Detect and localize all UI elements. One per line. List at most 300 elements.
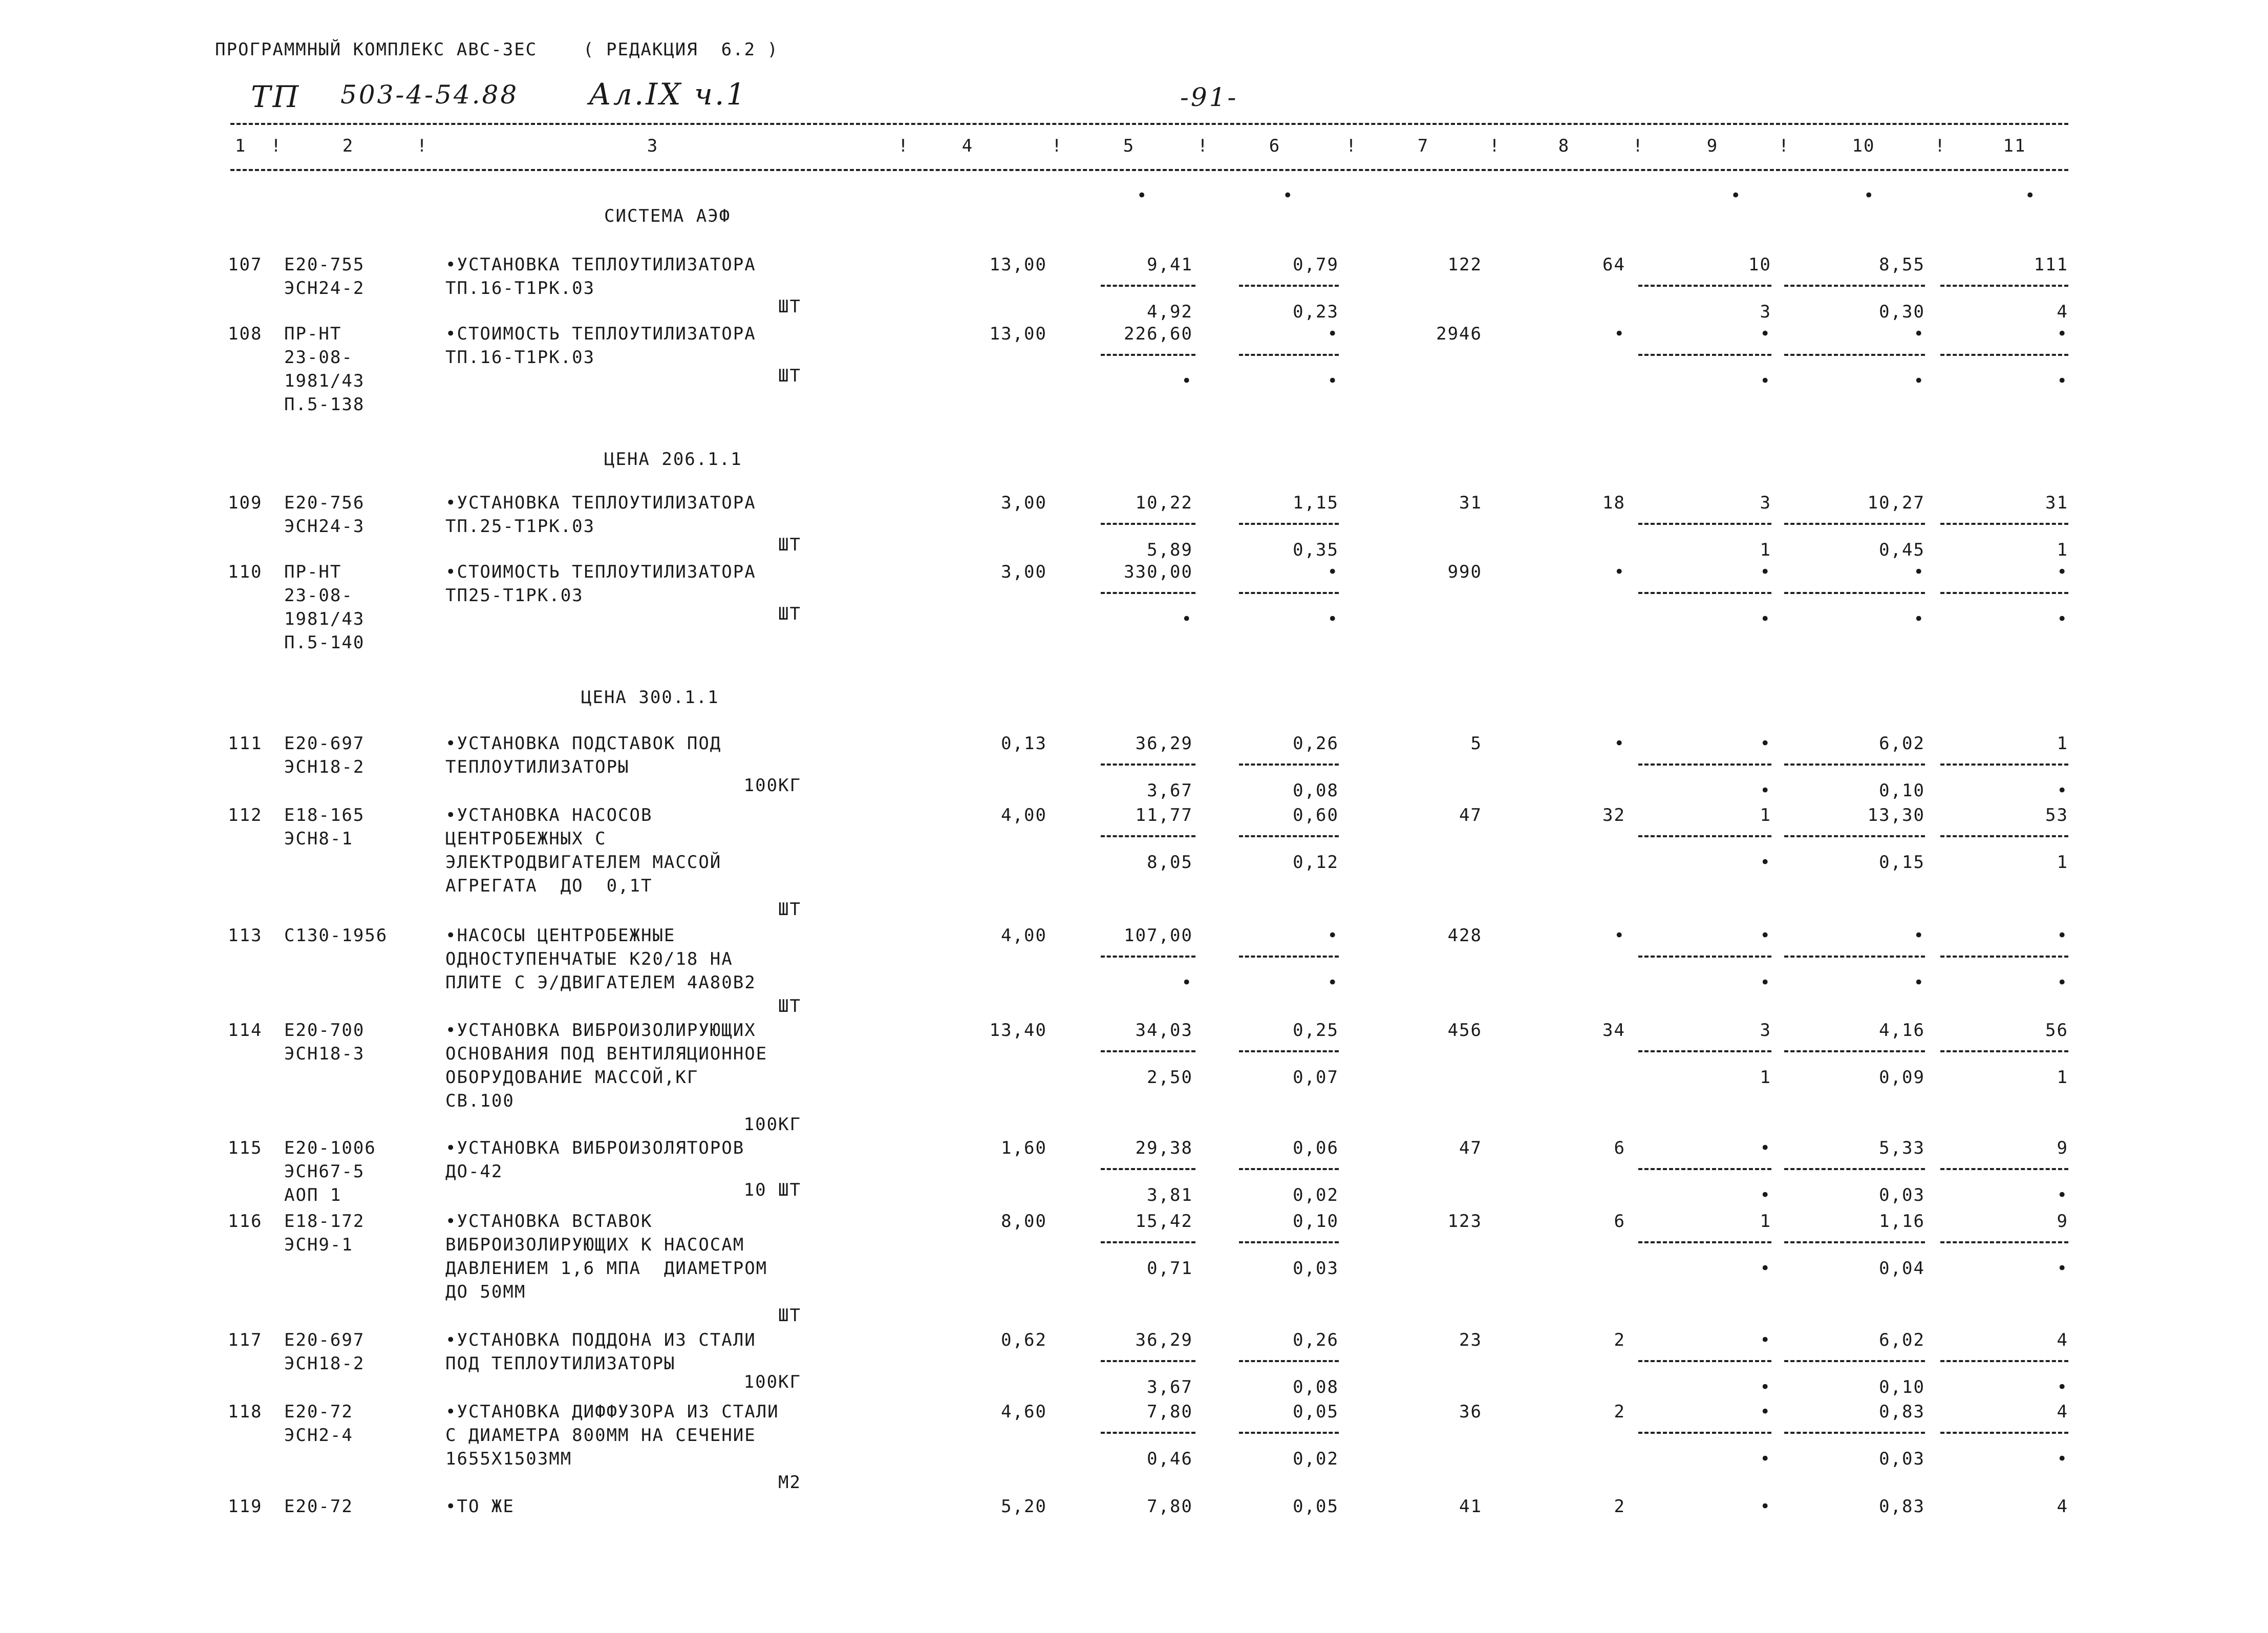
row-number: 111 xyxy=(228,733,263,754)
column-separator: ! xyxy=(1934,136,1946,156)
column-separator: ! xyxy=(1197,136,1209,156)
row-c9-sub: • xyxy=(1760,1258,1771,1279)
row-number: 108 xyxy=(228,324,263,344)
row-col7: 122 xyxy=(1447,255,1482,275)
row-col8: 32 xyxy=(1602,805,1625,825)
fraction-line xyxy=(1101,354,1195,356)
row-col7: 23 xyxy=(1459,1330,1482,1350)
row-quantity: 1,60 xyxy=(1001,1138,1047,1158)
row-c10-sub: • xyxy=(1913,609,1925,629)
header-rule xyxy=(230,169,2068,171)
row-col7: 36 xyxy=(1459,1402,1482,1422)
row-c9-main: • xyxy=(1760,733,1771,754)
row-description: •УСТАНОВКА ВИБРОИЗОЛИРУЮЩИХ xyxy=(445,1020,756,1041)
row-c11-main: 9 xyxy=(2057,1138,2068,1158)
row-c5-sub: 8,05 xyxy=(1147,852,1193,873)
row-c9-main: 1 xyxy=(1760,805,1771,825)
row-c10-sub: 0,10 xyxy=(1879,780,1925,801)
row-quantity: 0,62 xyxy=(1001,1330,1047,1350)
row-code: ЭСН67-5 xyxy=(284,1161,365,1182)
row-unit: 100КГ xyxy=(743,775,801,796)
row-c9-sub: 3 xyxy=(1760,302,1771,322)
tp-label: ТП xyxy=(251,79,301,114)
fraction-line xyxy=(1940,764,2068,766)
row-description: ДАВЛЕНИЕМ 1,6 МПА ДИАМЕТРОМ xyxy=(445,1258,768,1279)
row-c9-main: • xyxy=(1760,562,1771,582)
fraction-line xyxy=(1784,1241,1925,1243)
top-rule xyxy=(230,123,2068,125)
row-c6-main: 0,60 xyxy=(1293,805,1339,825)
row-unit: ШТ xyxy=(778,1305,801,1326)
row-c5-main: 7,80 xyxy=(1147,1402,1193,1422)
row-c11-sub: 1 xyxy=(2057,852,2068,873)
row-c5-sub: 5,89 xyxy=(1147,540,1193,560)
fraction-line xyxy=(1940,1050,2068,1052)
row-c5-sub: • xyxy=(1181,371,1193,391)
row-c10-main: 6,02 xyxy=(1879,733,1925,754)
row-description: •СТОИМОСТЬ ТЕПЛОУТИЛИЗАТОРА xyxy=(445,562,756,582)
row-c9-sub: 1 xyxy=(1760,540,1771,560)
row-c11-main: 1 xyxy=(2057,733,2068,754)
row-c6-main: 0,26 xyxy=(1293,733,1339,754)
row-c6-main: 0,05 xyxy=(1293,1496,1339,1517)
row-description: СВ.100 xyxy=(445,1091,515,1111)
row-c5-main: 36,29 xyxy=(1135,733,1193,754)
row-col8: • xyxy=(1614,562,1625,582)
fraction-line xyxy=(1101,1360,1195,1362)
row-unit: ШТ xyxy=(778,535,801,555)
fraction-line xyxy=(1940,1168,2068,1170)
row-c10-main: • xyxy=(1913,562,1925,582)
fraction-line xyxy=(1239,523,1339,525)
row-col8: • xyxy=(1614,925,1625,946)
fraction-line xyxy=(1784,764,1925,766)
row-c6-sub: 0,12 xyxy=(1293,852,1339,873)
row-unit: 10 ШТ xyxy=(743,1180,801,1200)
section-title-price-1: ЦЕНА 206.1.1 xyxy=(604,449,742,470)
row-c11-sub: • xyxy=(2057,1185,2068,1205)
row-code: ПР-НТ xyxy=(284,324,342,344)
row-description: •УСТАНОВКА ПОДСТАВОК ПОД xyxy=(445,733,722,754)
row-c9-main: • xyxy=(1760,1402,1771,1422)
row-c9-sub: • xyxy=(1760,852,1771,873)
row-c9-main: 3 xyxy=(1760,1020,1771,1041)
row-description: ЭЛЕКТРОДВИГАТЕЛЕМ МАССОЙ xyxy=(445,852,722,873)
row-unit: ШТ xyxy=(778,604,801,624)
row-code: Е18-172 xyxy=(284,1211,365,1232)
fraction-line xyxy=(1784,1432,1925,1434)
fraction-line xyxy=(1239,354,1339,356)
row-code: ЭСН2-4 xyxy=(284,1425,353,1446)
fraction-line xyxy=(1239,1360,1339,1362)
row-c6-sub: 0,02 xyxy=(1293,1449,1339,1469)
row-description: •УСТАНОВКА ПОДДОНА ИЗ СТАЛИ xyxy=(445,1330,756,1350)
row-description: •УСТАНОВКА ВИБРОИЗОЛЯТОРОВ xyxy=(445,1138,745,1158)
row-c5-sub: 0,71 xyxy=(1147,1258,1193,1279)
fraction-line xyxy=(1239,835,1339,837)
row-c5-main: 330,00 xyxy=(1124,562,1193,582)
row-quantity: 13,40 xyxy=(989,1020,1047,1041)
row-number: 109 xyxy=(228,493,263,513)
fraction-line xyxy=(1940,835,2068,837)
row-description: ТП.16-Т1РК.03 xyxy=(445,278,595,299)
row-code: Е20-697 xyxy=(284,1330,365,1350)
row-number: 112 xyxy=(228,805,263,825)
row-c6-main: 0,05 xyxy=(1293,1402,1339,1422)
column-number: 2 xyxy=(342,136,354,156)
row-number: 116 xyxy=(228,1211,263,1232)
row-c5-main: 11,77 xyxy=(1135,805,1193,825)
bullet-c10: • xyxy=(1864,185,1875,206)
row-c10-sub: 0,03 xyxy=(1879,1185,1925,1205)
row-c5-sub: 0,46 xyxy=(1147,1449,1193,1469)
row-c10-main: 0,83 xyxy=(1879,1402,1925,1422)
row-col8: 34 xyxy=(1602,1020,1625,1041)
row-description: ПОД ТЕПЛОУТИЛИЗАТОРЫ xyxy=(445,1353,676,1374)
row-description: ОДНОСТУПЕНЧАТЫЕ К20/18 НА xyxy=(445,949,733,969)
row-description: •СТОИМОСТЬ ТЕПЛОУТИЛИЗАТОРА xyxy=(445,324,756,344)
row-c11-main: 111 xyxy=(2034,255,2068,275)
row-c11-main: 4 xyxy=(2057,1402,2068,1422)
row-c11-sub: • xyxy=(2057,1449,2068,1469)
row-code: Е20-72 xyxy=(284,1402,353,1422)
bullet-c9: • xyxy=(1730,185,1742,206)
fraction-line xyxy=(1101,835,1195,837)
column-number: 4 xyxy=(961,136,974,156)
row-c6-main: 0,26 xyxy=(1293,1330,1339,1350)
row-code: Е20-700 xyxy=(284,1020,365,1041)
row-description: ВИБРОИЗОЛИРУЮЩИХ К НАСОСАМ xyxy=(445,1235,745,1255)
row-description: ОСНОВАНИЯ ПОД ВЕНТИЛЯЦИОННОЕ xyxy=(445,1044,768,1064)
column-number: 8 xyxy=(1558,136,1570,156)
row-c11-main: • xyxy=(2057,324,2068,344)
column-number: 11 xyxy=(2003,136,2026,156)
row-number: 110 xyxy=(228,562,263,582)
row-c5-main: 36,29 xyxy=(1135,1330,1193,1350)
row-c9-sub: • xyxy=(1760,972,1771,993)
fraction-line xyxy=(1784,956,1925,958)
column-number: 6 xyxy=(1269,136,1281,156)
row-c5-main: 29,38 xyxy=(1135,1138,1193,1158)
fraction-line xyxy=(1239,1050,1339,1052)
fraction-line xyxy=(1940,956,2068,958)
row-c5-sub: 3,81 xyxy=(1147,1185,1193,1205)
row-description: •УСТАНОВКА НАСОСОВ xyxy=(445,805,653,825)
row-quantity: 4,00 xyxy=(1001,925,1047,946)
row-c11-sub: 1 xyxy=(2057,1067,2068,1088)
row-c6-sub: • xyxy=(1327,609,1339,629)
row-c6-sub: 0,08 xyxy=(1293,1377,1339,1397)
fraction-line xyxy=(1784,1050,1925,1052)
row-c9-sub: • xyxy=(1760,1449,1771,1469)
row-c10-sub: • xyxy=(1913,371,1925,391)
row-c6-main: 0,10 xyxy=(1293,1211,1339,1232)
row-description: ДО-42 xyxy=(445,1161,503,1182)
row-c11-sub: • xyxy=(2057,609,2068,629)
row-c10-main: 5,33 xyxy=(1879,1138,1925,1158)
row-code: 23-08- xyxy=(284,585,353,606)
document-code: 503-4-54.88 xyxy=(340,80,519,110)
row-col8: 64 xyxy=(1602,255,1625,275)
row-c11-sub: • xyxy=(2057,1377,2068,1397)
fraction-line xyxy=(1638,523,1771,525)
row-code: Е18-165 xyxy=(284,805,365,825)
column-separator: ! xyxy=(1051,136,1063,156)
row-unit: 100КГ xyxy=(743,1114,801,1135)
row-c5-main: 34,03 xyxy=(1135,1020,1193,1041)
page-number: -91- xyxy=(1180,82,1238,112)
fraction-line xyxy=(1638,354,1771,356)
row-c9-sub: • xyxy=(1760,780,1771,801)
row-c11-main: 53 xyxy=(2045,805,2068,825)
fraction-line xyxy=(1101,285,1195,287)
column-separator: ! xyxy=(897,136,910,156)
row-unit: ШТ xyxy=(778,996,801,1016)
fraction-line xyxy=(1940,1241,2068,1243)
column-separator: ! xyxy=(1489,136,1501,156)
row-c10-sub: 0,30 xyxy=(1879,302,1925,322)
row-code: П.5-138 xyxy=(284,394,365,415)
row-description: ТЕПЛОУТИЛИЗАТОРЫ xyxy=(445,757,630,777)
row-c10-sub: • xyxy=(1913,972,1925,993)
row-c10-main: • xyxy=(1913,925,1925,946)
row-code: ПР-НТ xyxy=(284,562,342,582)
row-c10-main: 0,83 xyxy=(1879,1496,1925,1517)
row-quantity: 5,20 xyxy=(1001,1496,1047,1517)
fraction-line xyxy=(1784,523,1925,525)
row-c6-main: 1,15 xyxy=(1293,493,1339,513)
row-c10-sub: 0,04 xyxy=(1879,1258,1925,1279)
fraction-line xyxy=(1101,1432,1195,1434)
fraction-line xyxy=(1940,285,2068,287)
row-unit: ШТ xyxy=(778,899,801,920)
row-code: П.5-140 xyxy=(284,632,365,653)
row-code: Е20-1006 xyxy=(284,1138,376,1158)
row-c9-main: 10 xyxy=(1748,255,1771,275)
row-c5-main: 9,41 xyxy=(1147,255,1193,275)
row-number: 117 xyxy=(228,1330,263,1350)
fraction-line xyxy=(1638,764,1771,766)
row-c9-main: • xyxy=(1760,1496,1771,1517)
row-c9-sub: • xyxy=(1760,1185,1771,1205)
row-description: •ТО ЖЕ xyxy=(445,1496,515,1517)
row-col7: 990 xyxy=(1447,562,1482,582)
fraction-line xyxy=(1239,1241,1339,1243)
row-c5-sub: • xyxy=(1181,609,1193,629)
row-description: •УСТАНОВКА ТЕПЛОУТИЛИЗАТОРА xyxy=(445,255,756,275)
fraction-line xyxy=(1101,523,1195,525)
column-number: 1 xyxy=(234,136,247,156)
fraction-line xyxy=(1239,592,1339,594)
row-c6-sub: 0,02 xyxy=(1293,1185,1339,1205)
fraction-line xyxy=(1101,956,1195,958)
row-c11-sub: • xyxy=(2057,780,2068,801)
row-c10-main: 6,02 xyxy=(1879,1330,1925,1350)
row-col7: 456 xyxy=(1447,1020,1482,1041)
row-c10-main: 8,55 xyxy=(1879,255,1925,275)
row-c10-sub: 0,03 xyxy=(1879,1449,1925,1469)
row-description: ЦЕНТРОБЕЖНЫХ С xyxy=(445,829,607,849)
row-col7: 2946 xyxy=(1436,324,1482,344)
row-c6-sub: • xyxy=(1327,972,1339,993)
row-c5-main: 15,42 xyxy=(1135,1211,1193,1232)
row-c10-main: 1,16 xyxy=(1879,1211,1925,1232)
row-code: Е20-697 xyxy=(284,733,365,754)
row-c9-main: • xyxy=(1760,324,1771,344)
fraction-line xyxy=(1940,1432,2068,1434)
row-code: ЭСН18-2 xyxy=(284,1353,365,1374)
fraction-line xyxy=(1239,764,1339,766)
row-c10-main: • xyxy=(1913,324,1925,344)
column-separator: ! xyxy=(1345,136,1358,156)
row-c11-sub: • xyxy=(2057,972,2068,993)
column-number: 5 xyxy=(1123,136,1135,156)
row-col8: 2 xyxy=(1614,1496,1625,1517)
column-number: 7 xyxy=(1417,136,1429,156)
row-code: ЭСН24-3 xyxy=(284,516,365,537)
row-c5-main: 107,00 xyxy=(1124,925,1193,946)
row-c5-sub: 3,67 xyxy=(1147,1377,1193,1397)
row-c11-main: • xyxy=(2057,925,2068,946)
row-code: ЭСН18-2 xyxy=(284,757,365,777)
row-c11-main: 9 xyxy=(2057,1211,2068,1232)
fraction-line xyxy=(1101,764,1195,766)
row-col8: 6 xyxy=(1614,1138,1625,1158)
column-separator: ! xyxy=(1632,136,1644,156)
column-separator: ! xyxy=(416,136,429,156)
row-code: ЭСН9-1 xyxy=(284,1235,353,1255)
row-number: 115 xyxy=(228,1138,263,1158)
row-description: АГРЕГАТА ДО 0,1Т xyxy=(445,876,653,896)
column-number: 9 xyxy=(1706,136,1719,156)
row-quantity: 13,00 xyxy=(989,324,1047,344)
bullet-c6: • xyxy=(1282,185,1294,206)
fraction-line xyxy=(1638,1432,1771,1434)
row-col7: 47 xyxy=(1459,1138,1482,1158)
row-number: 113 xyxy=(228,925,263,946)
row-col8: 18 xyxy=(1602,493,1625,513)
row-quantity: 8,00 xyxy=(1001,1211,1047,1232)
row-c5-main: 7,80 xyxy=(1147,1496,1193,1517)
row-col7: 123 xyxy=(1447,1211,1482,1232)
row-col7: 31 xyxy=(1459,493,1482,513)
row-c11-main: 31 xyxy=(2045,493,2068,513)
fraction-line xyxy=(1638,1050,1771,1052)
fraction-line xyxy=(1784,354,1925,356)
row-c6-sub: 0,23 xyxy=(1293,302,1339,322)
row-c10-main: 10,27 xyxy=(1867,493,1925,513)
row-c5-sub: • xyxy=(1181,972,1193,993)
bullet-c11: • xyxy=(2025,185,2037,206)
row-c9-main: • xyxy=(1760,1138,1771,1158)
fraction-line xyxy=(1940,1360,2068,1362)
row-c5-main: 226,60 xyxy=(1124,324,1193,344)
fraction-line xyxy=(1638,835,1771,837)
fraction-line xyxy=(1638,1360,1771,1362)
row-c5-sub: 4,92 xyxy=(1147,302,1193,322)
row-col7: 5 xyxy=(1470,733,1482,754)
fraction-line xyxy=(1239,1168,1339,1170)
fraction-line xyxy=(1784,1168,1925,1170)
row-col8: • xyxy=(1614,324,1625,344)
row-c11-sub: • xyxy=(2057,371,2068,391)
row-c6-sub: 0,08 xyxy=(1293,780,1339,801)
row-c11-main: 4 xyxy=(2057,1330,2068,1350)
row-c6-main: 0,79 xyxy=(1293,255,1339,275)
row-code: АОП 1 xyxy=(284,1185,342,1205)
fraction-line xyxy=(1940,354,2068,356)
row-c11-main: • xyxy=(2057,562,2068,582)
row-col7: 41 xyxy=(1459,1496,1482,1517)
row-code: ЭСН8-1 xyxy=(284,829,353,849)
row-c6-sub: 0,03 xyxy=(1293,1258,1339,1279)
row-col8: 2 xyxy=(1614,1330,1625,1350)
row-c9-main: • xyxy=(1760,925,1771,946)
fraction-line xyxy=(1638,956,1771,958)
program-header: ПРОГРАММНЫЙ КОМПЛЕКС АВС-3ЕС ( РЕДАКЦИЯ 6.2 ) xyxy=(215,39,779,60)
row-c10-sub: 0,09 xyxy=(1879,1067,1925,1088)
bullet-c5: • xyxy=(1137,185,1148,206)
row-c6-sub: 0,35 xyxy=(1293,540,1339,560)
row-code: ЭСН18-3 xyxy=(284,1044,365,1064)
fraction-line xyxy=(1101,592,1195,594)
album-label: Ал.IX ч.1 xyxy=(589,77,747,112)
row-description: ОБОРУДОВАНИЕ МАССОЙ,КГ xyxy=(445,1067,699,1088)
row-c11-sub: • xyxy=(2057,1258,2068,1279)
fraction-line xyxy=(1784,285,1925,287)
fraction-line xyxy=(1940,592,2068,594)
row-code: 1981/43 xyxy=(284,371,365,391)
row-col8: 2 xyxy=(1614,1402,1625,1422)
fraction-line xyxy=(1784,592,1925,594)
row-description: С ДИАМЕТРА 800ММ НА СЕЧЕНИЕ xyxy=(445,1425,756,1446)
row-c10-sub: 0,10 xyxy=(1879,1377,1925,1397)
row-unit: ШТ xyxy=(778,296,801,317)
row-quantity: 4,00 xyxy=(1001,805,1047,825)
row-col8: • xyxy=(1614,733,1625,754)
row-c6-main: • xyxy=(1327,925,1339,946)
column-separator: ! xyxy=(1778,136,1790,156)
row-quantity: 3,00 xyxy=(1001,493,1047,513)
row-c5-main: 10,22 xyxy=(1135,493,1193,513)
row-c6-main: 0,06 xyxy=(1293,1138,1339,1158)
fraction-line xyxy=(1638,592,1771,594)
row-c11-main: 4 xyxy=(2057,1496,2068,1517)
row-col7: 428 xyxy=(1447,925,1482,946)
row-col7: 47 xyxy=(1459,805,1482,825)
row-c9-main: 1 xyxy=(1760,1211,1771,1232)
fraction-line xyxy=(1638,285,1771,287)
row-number: 114 xyxy=(228,1020,263,1041)
row-number: 107 xyxy=(228,255,263,275)
row-quantity: 0,13 xyxy=(1001,733,1047,754)
row-c9-sub: • xyxy=(1760,1377,1771,1397)
row-c9-sub: 1 xyxy=(1760,1067,1771,1088)
fraction-line xyxy=(1940,523,2068,525)
fraction-line xyxy=(1101,1241,1195,1243)
section-title-system: СИСТЕМА АЭФ xyxy=(604,206,731,226)
row-c9-sub: • xyxy=(1760,371,1771,391)
row-number: 118 xyxy=(228,1402,263,1422)
row-description: •НАСОСЫ ЦЕНТРОБЕЖНЫЕ xyxy=(445,925,676,946)
row-description: •УСТАНОВКА ВСТАВОК xyxy=(445,1211,653,1232)
fraction-line xyxy=(1101,1168,1195,1170)
row-c10-sub: 0,45 xyxy=(1879,540,1925,560)
row-col8: 6 xyxy=(1614,1211,1625,1232)
row-c6-main: • xyxy=(1327,562,1339,582)
column-number: 10 xyxy=(1852,136,1875,156)
row-description: ТП25-Т1РК.03 xyxy=(445,585,584,606)
